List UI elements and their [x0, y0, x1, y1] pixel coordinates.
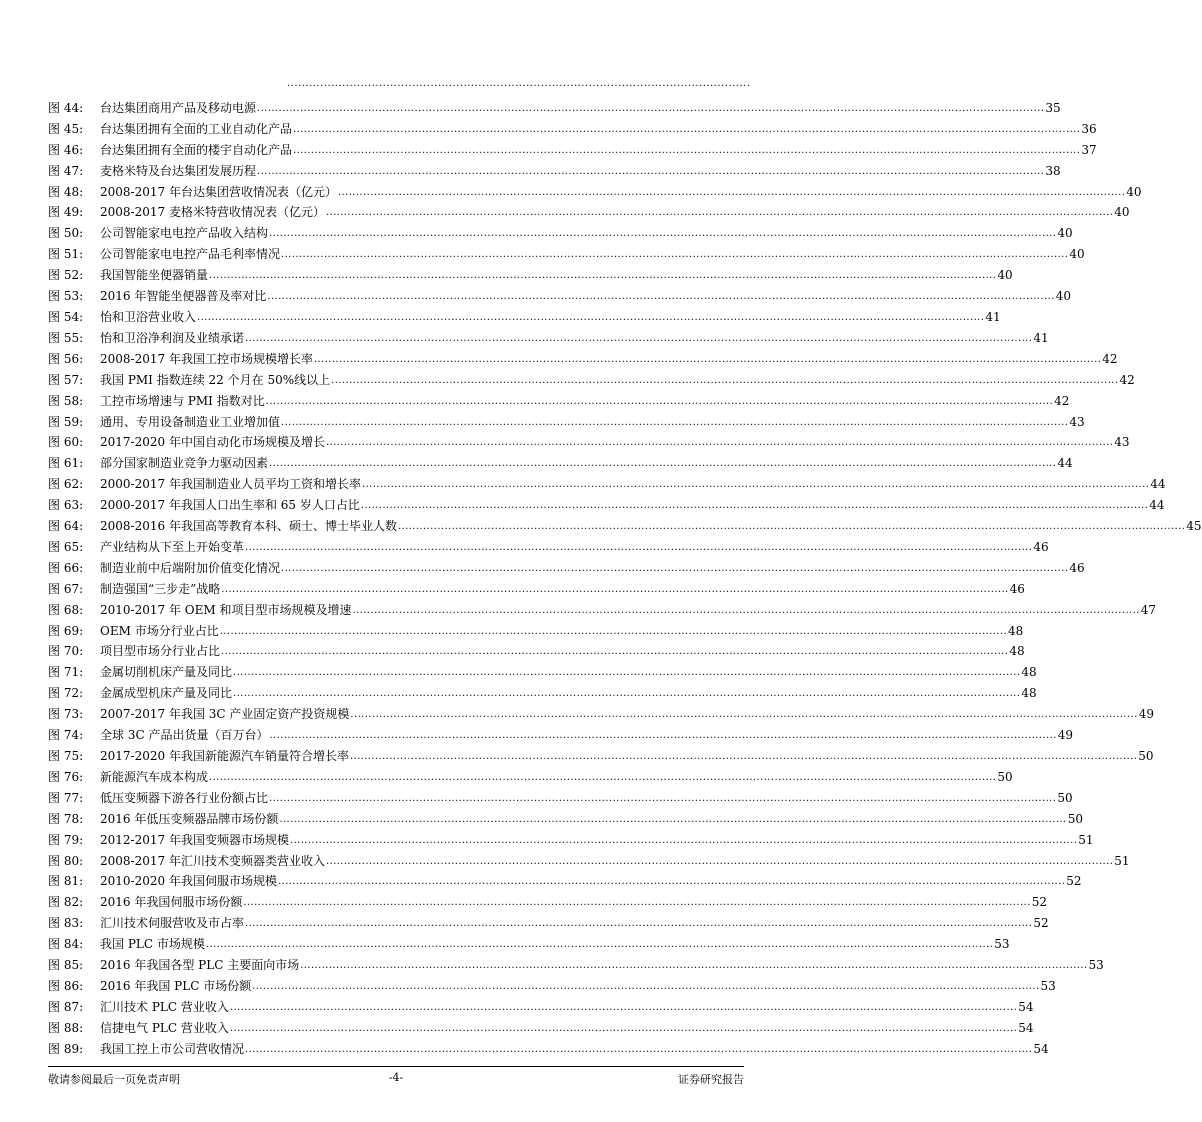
page-ref: 40 [1069, 247, 1085, 262]
toc-entry[interactable] [48, 784, 1073, 805]
leader-dots: ............................................................................................................................................................................................................................ [221, 646, 1009, 658]
toc-entry[interactable] [48, 324, 1049, 345]
figure-number: 图 74: [48, 728, 84, 743]
figure-title: 2000-2017 年我国制造业人员平均工资和增长率 [100, 477, 361, 492]
figure-number: 图 52: [48, 268, 84, 283]
figure-number: 图 72: [48, 686, 84, 701]
page-ref: 49 [1138, 707, 1155, 722]
leader-dots: ............................................................................................................................................................................................................................ [269, 458, 1057, 470]
figure-title: 2008-2017 年汇川技术变频器类营业收入 [100, 853, 325, 868]
leader-dots: ............................................................................................................................................................................................................................ [337, 186, 1126, 198]
figure-number: 图 78: [48, 811, 84, 826]
figure-title: 新能源汽车成本构成 [100, 769, 209, 784]
page-number: -4- [388, 1071, 404, 1084]
page-ref: 45 [1186, 519, 1202, 534]
page-ref: 51 [1114, 853, 1130, 868]
leader-dots: ............................................................................................................................................................................................................................ [269, 730, 1057, 742]
figure-title: 台达集团拥有全面的楼宇自动化产品 [100, 142, 293, 157]
page-ref: 35 [1045, 100, 1061, 115]
toc-entry[interactable] [48, 596, 1157, 617]
page-ref: 46 [1033, 539, 1049, 554]
figure-number: 图 75: [48, 749, 84, 763]
leader-dots: ............................................................................................................................................................................................................................ [300, 960, 1088, 972]
leader-dots: ............................................................................................................................................................................................................................ [205, 939, 994, 951]
figure-title: 我国智能坐便器销量 [100, 268, 209, 283]
figure-title: 2016 年我国伺服市场份额 [100, 895, 243, 910]
figure-number: 图 70: [48, 644, 84, 659]
toc-entry[interactable] [48, 533, 1049, 554]
figure-number: 图 60: [48, 435, 84, 450]
leader-dots: ............................................................................................................................................................................................................................ [229, 1001, 1018, 1013]
page-ref: 49 [1057, 728, 1074, 743]
page-ref: 41 [1033, 330, 1049, 345]
leader-dots: ............................................................................................................................................................................................................................ [221, 583, 1009, 595]
toc-entry[interactable] [48, 1035, 1049, 1056]
figure-title: 台达集团商用产品及移动电源 [100, 100, 257, 115]
figure-title: 我国工控上市公司营收情况 [100, 1041, 245, 1056]
toc-entry[interactable] [48, 868, 1082, 889]
leader-dots-continuation: .............................................................................................................................. [287, 78, 751, 89]
figure-number: 图 77: [48, 790, 84, 805]
figure-title: 2008-2017 年台达集团营收情况表（亿元） [100, 184, 337, 199]
toc-entry[interactable] [48, 721, 1074, 743]
leader-dots: ............................................................................................................................................................................................................................ [245, 918, 1033, 930]
toc-entry[interactable] [48, 366, 1135, 387]
page-ref: 50 [1067, 811, 1083, 826]
leader-dots: ............................................................................................................................................................................................................................ [397, 521, 1186, 533]
figure-title: 台达集团拥有全面的工业自动化产品 [100, 121, 293, 136]
leader-dots: ............................................................................................................................................................................................................................ [257, 102, 1045, 114]
figure-title: 麦格米特及台达集团发展历程 [100, 163, 257, 178]
page-ref: 37 [1081, 142, 1097, 157]
figure-number: 图 66: [48, 560, 84, 575]
page-ref: 48 [1021, 665, 1037, 680]
toc-entry[interactable] [48, 470, 1166, 492]
figure-number: 图 63: [48, 498, 84, 513]
figure-number: 图 49: [48, 205, 84, 220]
figure-title: 公司智能家电电控产品毛利率情况 [100, 247, 281, 262]
page-ref: 52 [1031, 895, 1047, 910]
figure-number: 图 53: [48, 289, 84, 304]
figure-number: 图 62: [48, 477, 84, 492]
leader-dots: ............................................................................................................................................................................................................................ [361, 479, 1150, 491]
figure-title: 制造强国“三步走”战略 [100, 581, 221, 596]
leader-dots: ............................................................................................................................................................................................................................ [325, 437, 1114, 449]
leader-dots: ............................................................................................................................................................................................................................ [243, 897, 1031, 909]
leader-dots: ............................................................................................................................................................................................................................ [281, 416, 1069, 428]
figure-title: 我国 PLC 市场规模 [100, 937, 205, 952]
toc-entry[interactable] [48, 993, 1034, 1014]
figure-number: 图 85: [48, 958, 84, 973]
page-ref: 41 [985, 309, 1001, 324]
figure-title: 项目型市场分行业占比 [100, 644, 221, 659]
leader-dots: ............................................................................................................................................................................................................................ [281, 562, 1069, 574]
page-ref: 54 [1018, 999, 1034, 1014]
page-ref: 52 [1033, 916, 1049, 931]
figure-number: 图 79: [48, 832, 84, 847]
toc-entry[interactable] [48, 429, 1130, 450]
toc-entry[interactable] [48, 951, 1104, 973]
page-ref: 42 [1102, 351, 1118, 366]
figure-number: 图 68: [48, 602, 84, 617]
footer-divider [48, 1066, 744, 1067]
leader-dots: ............................................................................................................................................................................................................................ [257, 165, 1045, 177]
leader-dots: ............................................................................................................................................................................................................................ [313, 353, 1102, 365]
page-ref: 53 [994, 937, 1010, 952]
figure-title: 2007-2017 年我国 3C 产业固定资产投资规模 [100, 707, 350, 722]
leader-dots: ............................................................................................................................................................................................................................ [233, 688, 1021, 700]
figure-list [48, 94, 1202, 1056]
leader-dots: ............................................................................................................................................................................................................................ [265, 395, 1054, 407]
leader-dots: ............................................................................................................................................................................................................................ [269, 792, 1057, 804]
page-ref: 40 [1114, 205, 1130, 220]
page-ref: 38 [1045, 163, 1061, 178]
figure-number: 图 65: [48, 539, 84, 554]
page-ref: 48 [1008, 623, 1024, 638]
leader-dots: ............................................................................................................................................................................................................................ [349, 751, 1138, 762]
toc-entry[interactable] [48, 909, 1049, 931]
page-ref: 40 [1126, 184, 1142, 199]
leader-dots: ............................................................................................................................................................................................................................ [289, 834, 1078, 846]
figure-title: 公司智能家电电控产品收入结构 [100, 226, 269, 241]
figure-number: 图 87: [48, 999, 84, 1014]
figure-number: 图 44: [48, 100, 84, 115]
figure-number: 图 71: [48, 665, 84, 680]
page-ref: 42 [1119, 372, 1135, 387]
toc-entry[interactable] [48, 303, 1001, 324]
figure-title: 信捷电气 PLC 营业收入 [100, 1020, 229, 1035]
figure-number: 图 59: [48, 414, 84, 429]
figure-title: 2010-2017 年 OEM 和项目型市场规模及增速 [100, 602, 352, 617]
toc-entry[interactable] [48, 638, 1025, 659]
page-ref: 46 [1009, 581, 1025, 596]
figure-number: 图 54: [48, 309, 84, 324]
figure-number: 图 64: [48, 519, 84, 534]
figure-number: 图 58: [48, 393, 84, 408]
figure-number: 图 67: [48, 581, 84, 596]
page-ref: 53 [1088, 958, 1104, 973]
toc-entry[interactable] [48, 679, 1037, 701]
leader-dots: ............................................................................................................................................................................................................................ [352, 604, 1140, 616]
figure-number: 图 56: [48, 351, 84, 366]
leader-dots: ............................................................................................................................................................................................................................ [279, 813, 1067, 825]
toc-entry[interactable] [48, 972, 1056, 993]
toc-entry[interactable] [48, 826, 1094, 847]
figure-number: 图 55: [48, 330, 84, 345]
toc-entry[interactable] [48, 387, 1070, 408]
figure-number: 图 80: [48, 853, 84, 868]
page-ref: 44 [1057, 456, 1073, 471]
figure-title: 金属成型机床产量及同比 [100, 686, 233, 701]
page-ref: 54 [1033, 1041, 1049, 1056]
figure-title: 金属切削机床产量及同比 [100, 665, 233, 680]
page-ref: 52 [1066, 874, 1082, 889]
page-ref: 42 [1054, 393, 1070, 408]
disclaimer-note: 敬请参阅最后一页免责声明 [48, 1073, 180, 1086]
figure-title: 低压变频器下游各行业份额占比 [100, 790, 269, 805]
leader-dots: ............................................................................................................................................................................................................................ [360, 500, 1149, 512]
toc-entry[interactable] [48, 658, 1037, 680]
page-ref: 50 [1057, 790, 1073, 805]
page-ref: 40 [997, 268, 1013, 283]
leader-dots: ............................................................................................................................................................................................................................ [209, 771, 997, 783]
figure-number: 图 47: [48, 163, 84, 178]
figure-number: 图 88: [48, 1020, 84, 1035]
figure-title: 2017-2020 年我国新能源汽车销量符合增长率 [100, 749, 349, 763]
toc-entry[interactable] [48, 240, 1085, 262]
figure-title: 2017-2020 年中国自动化市场规模及增长 [100, 435, 325, 450]
toc-entry[interactable] [48, 930, 1010, 952]
leader-dots: ............................................................................................................................................................................................................................ [325, 207, 1114, 219]
toc-entry[interactable] [48, 554, 1085, 575]
figure-title: 汇川技术伺服营收及市占率 [100, 916, 245, 931]
page-ref: 48 [1009, 644, 1025, 659]
figure-title: 产业结构从下至上开始变革 [100, 539, 245, 554]
page-ref: 46 [1069, 560, 1085, 575]
leader-dots: ............................................................................................................................................................................................................................ [350, 709, 1138, 721]
toc-entry[interactable] [48, 512, 1202, 534]
figure-title: 全球 3C 产品出货量（百万台） [100, 728, 269, 743]
leader-dots: ............................................................................................................................................................................................................................ [245, 1043, 1033, 1055]
page-ref: 53 [1040, 978, 1056, 993]
toc-entry[interactable] [48, 282, 1071, 304]
page-ref: 51 [1078, 832, 1094, 847]
leader-dots: ............................................................................................................................................................................................................................ [252, 980, 1040, 992]
leader-dots: ............................................................................................................................................................................................................................ [293, 144, 1081, 156]
figure-title: 2012-2017 年我国变频器市场规模 [100, 832, 289, 847]
page-ref: 43 [1114, 435, 1130, 450]
leader-dots: ............................................................................................................................................................................................................................ [233, 667, 1021, 679]
leader-dots: ............................................................................................................................................................................................................................ [219, 625, 1008, 637]
leader-dots: ............................................................................................................................................................................................................................ [331, 374, 1119, 386]
toc-entry[interactable] [48, 178, 1142, 199]
toc-entry[interactable] [48, 449, 1073, 471]
figure-number: 图 73: [48, 707, 84, 722]
toc-entry[interactable] [48, 94, 1061, 115]
figure-title: 2016 年我国各型 PLC 主要面向市场 [100, 958, 300, 973]
page-ref: 50 [1138, 749, 1154, 763]
figure-number: 图 69: [48, 623, 84, 638]
toc-entry[interactable] [48, 491, 1165, 513]
page-ref: 54 [1018, 1020, 1034, 1035]
figure-title: 2008-2016 年我国高等教育本科、硕士、博士毕业人数 [100, 519, 397, 534]
toc-entry[interactable] [48, 219, 1073, 241]
leader-dots: ............................................................................................................................................................................................................................ [267, 291, 1055, 303]
figure-number: 图 48: [48, 184, 84, 199]
report-type-label: 证券研究报告 [678, 1073, 744, 1086]
page-ref: 36 [1081, 121, 1097, 136]
toc-entry[interactable] [48, 742, 1154, 763]
figure-title: 2016 年低压变频器品牌市场份额 [100, 811, 279, 826]
figure-title: 2008-2017 麦格米特营收情况表（亿元） [100, 205, 325, 220]
toc-entry[interactable] [48, 136, 1097, 157]
page-footer [48, 1071, 744, 1087]
figure-number: 图 51: [48, 247, 84, 262]
toc-entry[interactable] [48, 199, 1130, 220]
figure-title: 制造业前中后端附加价值变化情况 [100, 560, 281, 575]
figure-number: 图 86: [48, 978, 84, 993]
toc-entry[interactable] [48, 345, 1118, 366]
leader-dots: ............................................................................................................................................................................................................................ [245, 541, 1033, 553]
figure-title: 2000-2017 年我国人口出生率和 65 岁人口占比 [100, 498, 360, 513]
toc-entry[interactable] [48, 617, 1024, 638]
toc-entry[interactable] [48, 888, 1047, 910]
figure-number: 图 50: [48, 226, 84, 241]
figure-number: 图 76: [48, 769, 84, 784]
figure-number: 图 82: [48, 895, 84, 910]
figure-title: 通用、专用设备制造业工业增加值 [100, 414, 281, 429]
leader-dots: ............................................................................................................................................................................................................................ [269, 228, 1057, 240]
toc-entry[interactable] [48, 408, 1085, 429]
page-ref: 48 [1021, 686, 1037, 701]
leader-dots: ............................................................................................................................................................................................................................ [281, 249, 1069, 261]
figure-title: 我国 PMI 指数连续 22 个月在 50%线以上 [100, 372, 331, 387]
figure-title: 汇川技术 PLC 营业收入 [100, 999, 229, 1014]
figure-number: 图 81: [48, 874, 84, 889]
page-ref: 50 [997, 769, 1013, 784]
figure-title: 怡和卫浴营业收入 [100, 309, 197, 324]
leader-dots: ............................................................................................................................................................................................................................ [325, 855, 1114, 867]
page-ref: 44 [1149, 498, 1165, 513]
leader-dots: ............................................................................................................................................................................................................................ [277, 876, 1066, 888]
toc-entry[interactable] [48, 700, 1155, 722]
leader-dots: ............................................................................................................................................................................................................................ [229, 1022, 1018, 1034]
figure-number: 图 84: [48, 937, 84, 952]
leader-dots: ............................................................................................................................................................................................................................ [197, 311, 985, 323]
page-ref: 43 [1069, 414, 1085, 429]
figure-title: 2010-2020 年我国伺服市场规模 [100, 874, 277, 889]
toc-entry[interactable] [48, 575, 1025, 596]
leader-dots: ............................................................................................................................................................................................................................ [209, 270, 997, 282]
page-ref: 40 [1055, 289, 1071, 304]
toc-entry[interactable] [48, 157, 1061, 178]
figure-number: 图 61: [48, 456, 84, 471]
figure-title: 工控市场增速与 PMI 指数对比 [100, 393, 265, 408]
figure-title: 2008-2017 年我国工控市场规模增长率 [100, 351, 313, 366]
figure-number: 图 83: [48, 916, 84, 931]
figure-number: 图 46: [48, 142, 84, 157]
figure-number: 图 57: [48, 372, 84, 387]
figure-title: 2016 年我国 PLC 市场份额 [100, 978, 252, 993]
toc-entry[interactable] [48, 763, 1013, 784]
page-ref: 40 [1057, 226, 1073, 241]
figure-title: 2016 年智能坐便器普及率对比 [100, 289, 267, 304]
toc-entry[interactable] [48, 805, 1083, 826]
figure-title: 部分国家制造业竞争力驱动因素 [100, 456, 269, 471]
leader-dots: ............................................................................................................................................................................................................................ [245, 332, 1033, 344]
figure-title: 怡和卫浴净利润及业绩承诺 [100, 330, 245, 345]
leader-dots: ............................................................................................................................................................................................................................ [293, 123, 1081, 135]
toc-entry[interactable] [48, 847, 1130, 868]
figure-title: OEM 市场分行业占比 [100, 623, 219, 638]
figure-number: 图 89: [48, 1041, 84, 1056]
toc-entry[interactable] [48, 1014, 1034, 1035]
toc-entry[interactable] [48, 115, 1097, 136]
toc-entry[interactable] [48, 261, 1013, 283]
page-ref: 44 [1150, 477, 1166, 492]
figure-number: 图 45: [48, 121, 84, 136]
page-ref: 47 [1140, 602, 1157, 617]
